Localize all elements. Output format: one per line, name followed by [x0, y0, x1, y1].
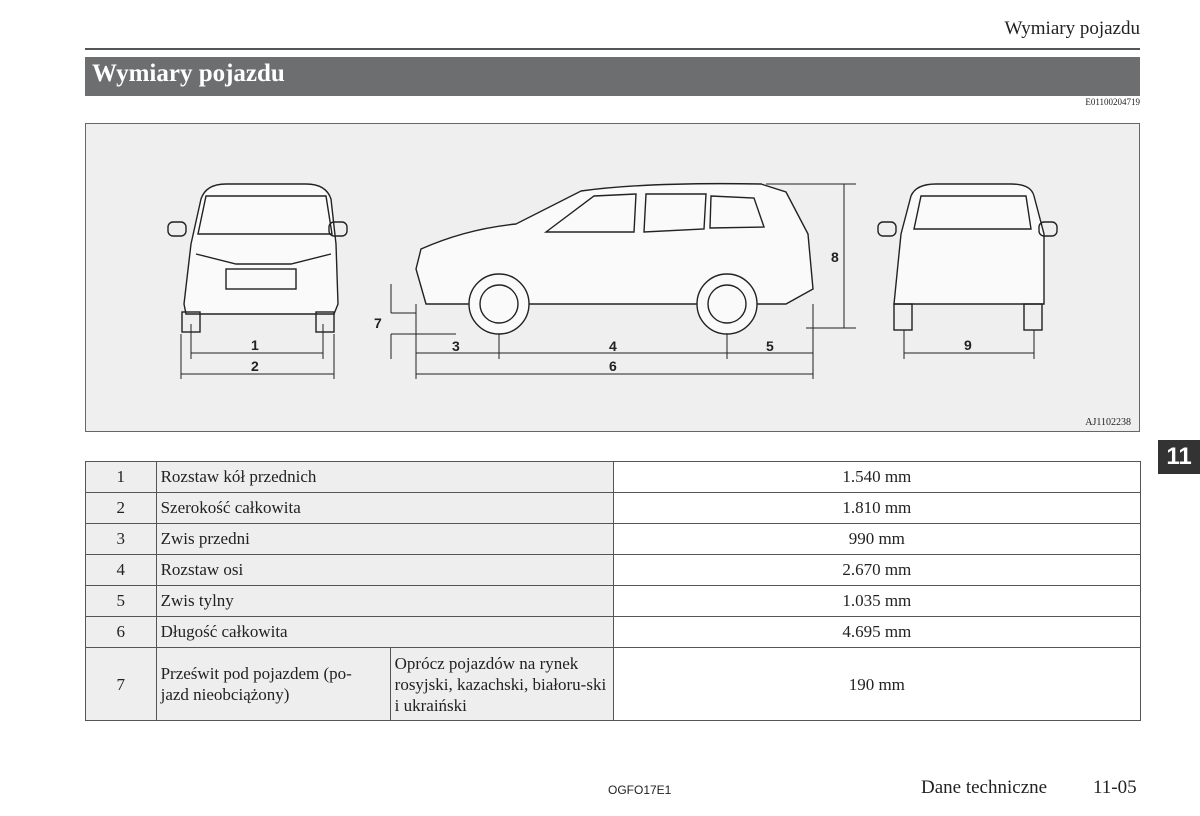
dim-label-3: 3 [452, 338, 460, 354]
dim-label-8: 8 [831, 249, 839, 265]
row-number: 1 [86, 462, 157, 493]
section-code: E01100204719 [1085, 97, 1140, 107]
row-number: 7 [86, 648, 157, 721]
row-number: 5 [86, 586, 157, 617]
row-value: 990 mm [613, 524, 1140, 555]
row-number: 3 [86, 524, 157, 555]
row-value: 190 mm [613, 648, 1140, 721]
dim-label-4: 4 [609, 338, 617, 354]
page-number: 11-05 [1093, 777, 1137, 798]
row-value: 1.810 mm [613, 493, 1140, 524]
table-row [86, 555, 1141, 586]
dimensions-table [85, 461, 1141, 721]
row-value: 4.695 mm [613, 617, 1140, 648]
row-note: Oprócz pojazdów na rynek rosyjski, kazachski, białoru-ski i ukraiński [390, 648, 613, 721]
row-value: 2.670 mm [613, 555, 1140, 586]
row-value: 1.540 mm [613, 462, 1140, 493]
row-description: Długość całkowita [156, 617, 613, 648]
figure-code: AJ1102238 [1085, 417, 1131, 428]
footer-code: OGFO17E1 [608, 783, 672, 797]
dim-label-5: 5 [766, 338, 774, 354]
table-row [86, 648, 1141, 721]
table-row [86, 617, 1141, 648]
row-description: Rozstaw kół przednich [156, 462, 613, 493]
dim-label-2: 2 [251, 358, 259, 374]
row-description: Zwis przedni [156, 524, 613, 555]
table-row [86, 524, 1141, 555]
row-description: Szerokość całkowita [156, 493, 613, 524]
row-description: Rozstaw osi [156, 555, 613, 586]
table-row [86, 493, 1141, 524]
row-value: 1.035 mm [613, 586, 1140, 617]
header-rule [85, 48, 1140, 50]
vehicle-dimensions-figure [85, 123, 1140, 432]
chapter-tab: 11 [1158, 440, 1200, 474]
table-row [86, 586, 1141, 617]
row-number: 2 [86, 493, 157, 524]
dim-label-7: 7 [374, 315, 382, 331]
section-banner [85, 57, 1140, 96]
row-description: Prześwit pod pojazdem (po-jazd nieobciążony) [156, 648, 390, 721]
footer-section: Dane techniczne [921, 777, 1048, 798]
running-title: Wymiary pojazdu [1004, 18, 1140, 39]
row-number: 4 [86, 555, 157, 586]
side-view-car [416, 184, 813, 334]
dim-label-6: 6 [609, 358, 617, 374]
dim-label-1: 1 [251, 337, 259, 353]
section-title: Wymiary pojazdu [92, 60, 285, 87]
row-description: Zwis tylny [156, 586, 613, 617]
row-number: 6 [86, 617, 157, 648]
dim-label-9: 9 [964, 337, 972, 353]
front-view-car [168, 184, 347, 332]
table-row [86, 462, 1141, 493]
rear-view-car [878, 184, 1057, 330]
